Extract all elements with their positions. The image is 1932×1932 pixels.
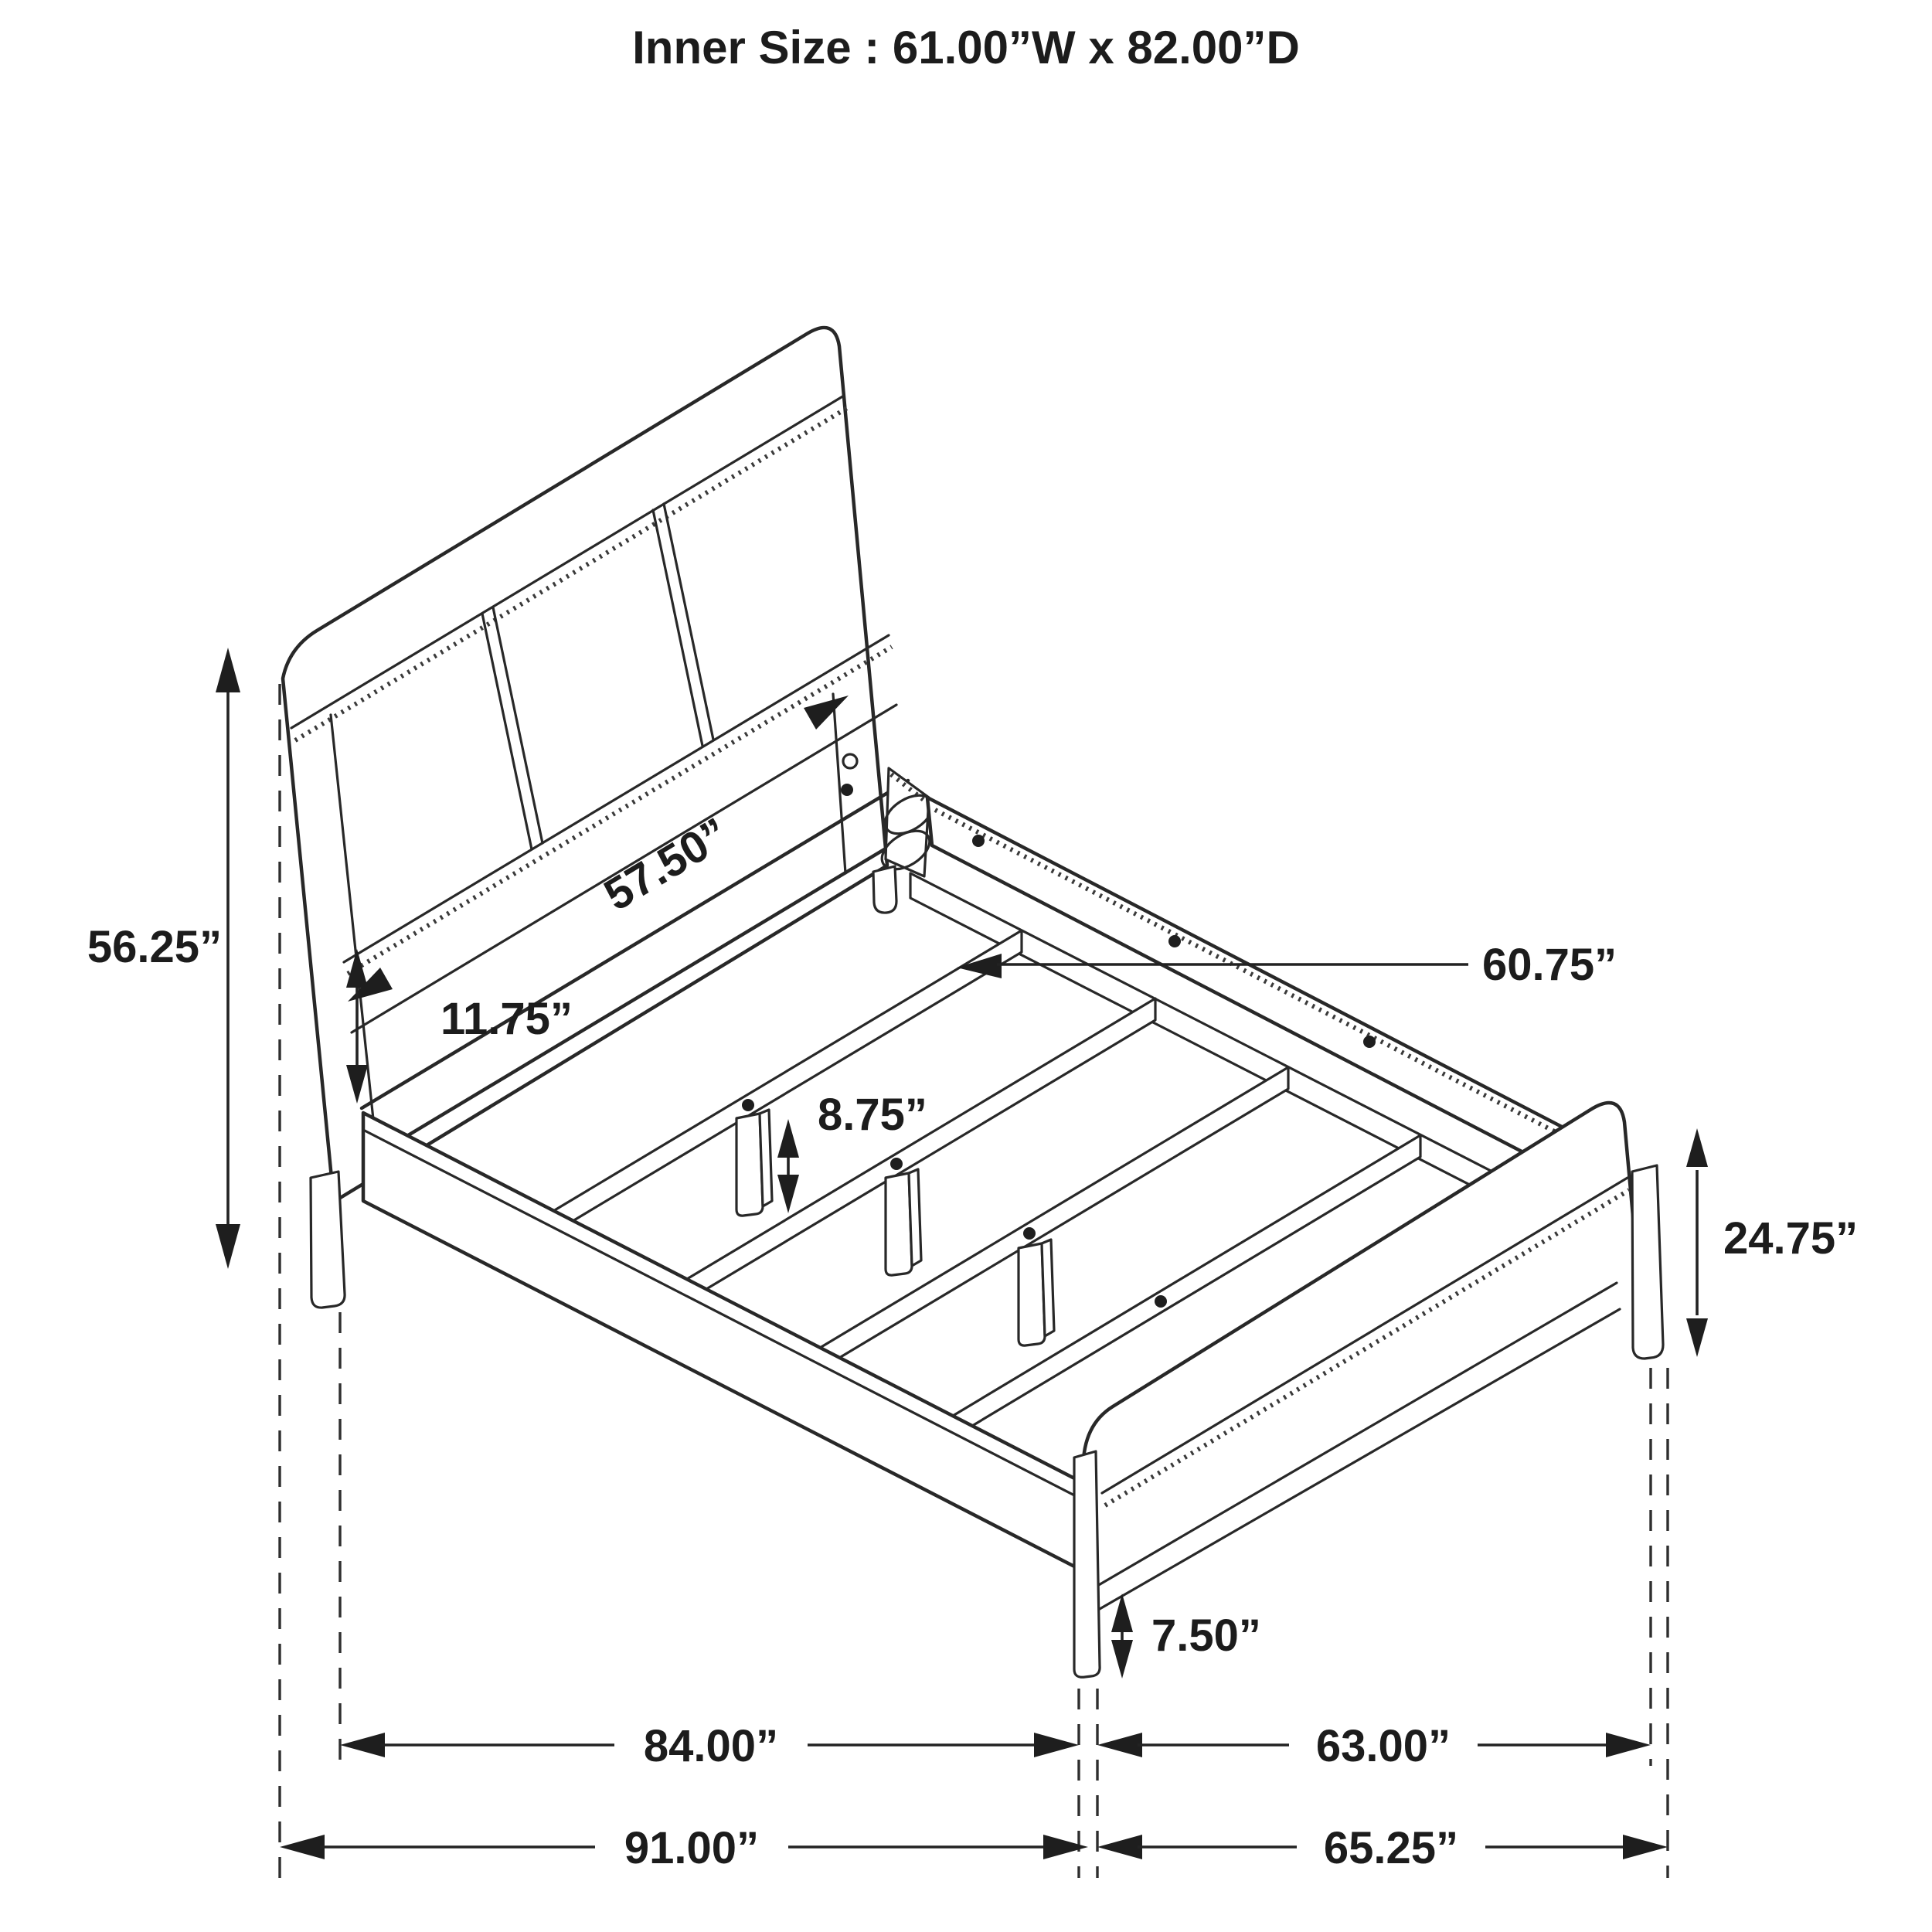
dim-overall-width bbox=[1097, 1823, 1668, 1873]
dim-label-7-50: 7.50” bbox=[1151, 1611, 1261, 1661]
headboard-left-leg bbox=[311, 1172, 345, 1308]
page-title: Inner Size : 61.00”W x 82.00”D bbox=[632, 22, 1300, 73]
slat-leg bbox=[1019, 1240, 1054, 1345]
dim-label-65-25: 65.25” bbox=[1323, 1823, 1459, 1873]
slat-leg bbox=[886, 1169, 921, 1275]
dim-label-63-00: 63.00” bbox=[1315, 1721, 1451, 1771]
front-side-rail bbox=[363, 1113, 1082, 1570]
dim-label-56-25: 56.25” bbox=[87, 922, 223, 972]
dim-label-57-50: 57.50” bbox=[595, 808, 737, 921]
dim-label-91-00: 91.00” bbox=[624, 1823, 760, 1873]
dim-label-11-75: 11.75” bbox=[440, 994, 573, 1044]
footboard-rear-leg bbox=[1632, 1165, 1663, 1359]
dim-headboard-height bbox=[87, 648, 240, 1269]
headboard-right-leg bbox=[873, 866, 896, 913]
dim-label-84-00: 84.00” bbox=[643, 1721, 779, 1771]
dim-overall-length bbox=[280, 1823, 1088, 1873]
dim-footboard-outer-width bbox=[1097, 1721, 1651, 1771]
slat-leg bbox=[736, 1110, 772, 1216]
dim-label-8-75: 8.75” bbox=[818, 1090, 927, 1140]
dim-label-60-75: 60.75” bbox=[1482, 940, 1617, 990]
dim-footboard-height bbox=[1686, 1128, 1858, 1357]
dim-side-rail-length bbox=[340, 1721, 1079, 1771]
footboard-front-leg bbox=[1074, 1451, 1100, 1677]
dim-label-24-75: 24.75” bbox=[1723, 1213, 1859, 1264]
